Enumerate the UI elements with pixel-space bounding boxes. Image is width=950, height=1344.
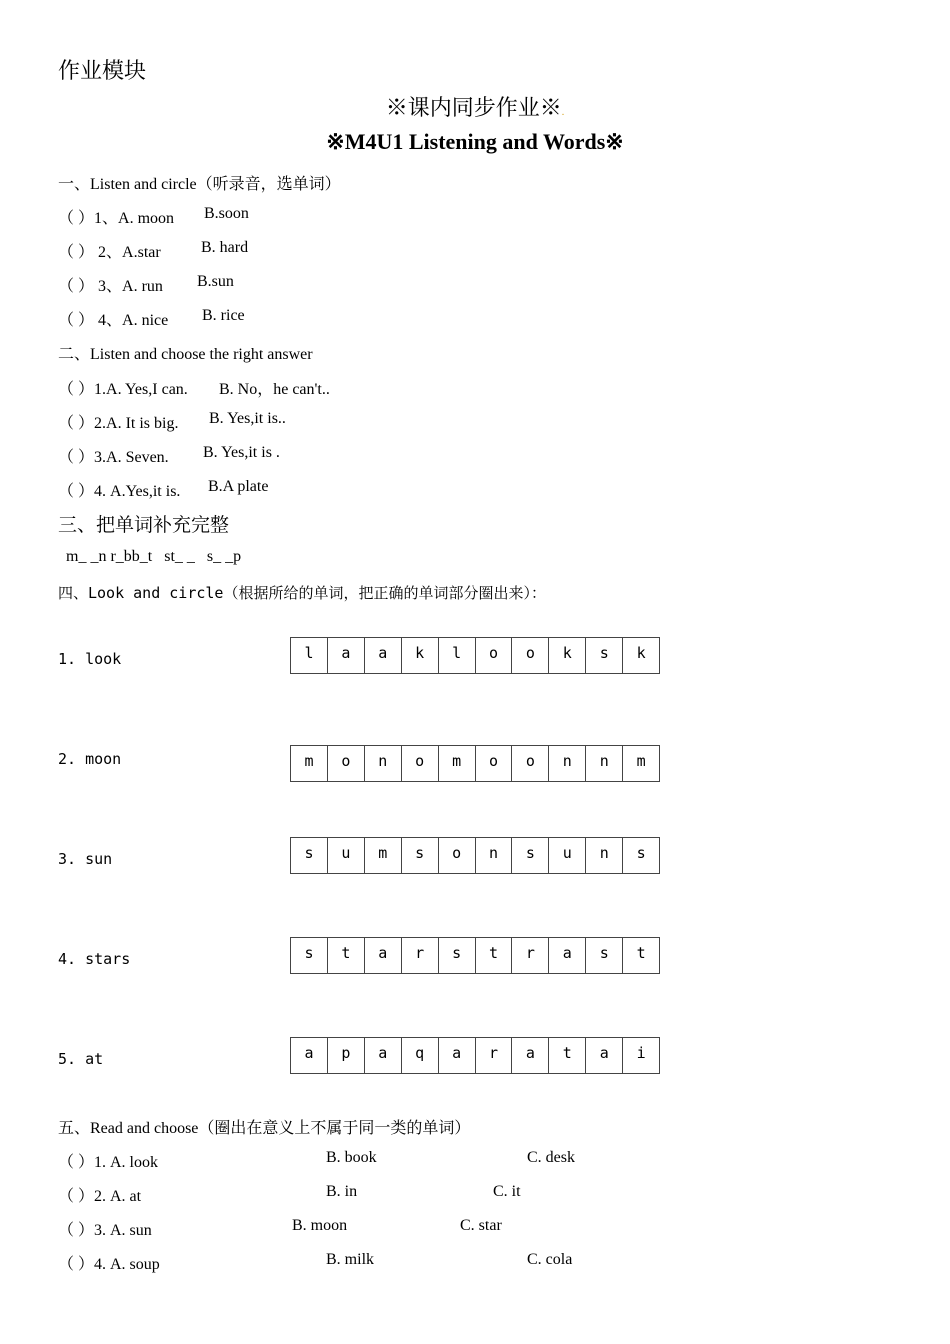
section5-q3-c: C. star <box>460 1217 502 1234</box>
letter-cell: n <box>586 746 623 781</box>
sync-heading-text: ※课内同步作业※ <box>385 95 562 120</box>
letter-grid-2 <box>290 745 660 782</box>
answer-paren: （ ） <box>58 415 95 432</box>
letter-cell: m <box>439 746 476 781</box>
letter-cell: s <box>586 938 623 973</box>
letter-cell: m <box>636 752 646 770</box>
letter-grid-3 <box>290 837 660 874</box>
answer-paren: （ ） <box>58 244 95 261</box>
letter-cell: a <box>512 1038 549 1073</box>
answer-paren: （ ） <box>58 210 95 227</box>
answer-paren: （ ） <box>58 381 95 398</box>
answer-paren: （ ） <box>58 449 95 466</box>
letter-cell: o <box>402 746 439 781</box>
section3-words <box>66 548 241 566</box>
letter-cell: s <box>439 938 476 973</box>
section5-q1-b: B. book <box>326 1149 377 1166</box>
section5-q1-c: C. desk <box>527 1149 575 1166</box>
section1-item-2 <box>58 239 249 262</box>
option-a: 4. A.Yes,it is. <box>94 483 181 500</box>
letter-cell: k <box>636 644 646 662</box>
option-b: B.sun <box>197 273 234 290</box>
section5-q2: （ ）2. A. at <box>58 1188 142 1205</box>
option-b: B. rice <box>202 307 245 324</box>
letter-cell: s <box>586 638 623 673</box>
letter-cell: a <box>439 1038 476 1073</box>
section5-q3-b: B. moon <box>292 1217 348 1234</box>
letter-cell: o <box>476 746 513 781</box>
option-a: A. moon <box>118 210 175 227</box>
word-label: 1. look <box>58 650 122 668</box>
letter-cell: s <box>291 838 328 873</box>
letter-cell: o <box>439 838 476 873</box>
section2-item-3 <box>58 444 280 467</box>
option-a: 3.A. Seven. <box>94 449 169 466</box>
letter-cell: l <box>291 638 328 673</box>
letter-cell: a <box>365 1038 402 1073</box>
answer-paren: （ ） <box>58 483 95 500</box>
blank-word: r_bb_t <box>110 548 153 565</box>
word-label: 2. moon <box>58 750 122 768</box>
section5-q4-c: C. cola <box>527 1251 573 1268</box>
option-a: A. nice <box>122 312 169 329</box>
letter-cell: l <box>439 638 476 673</box>
letter-cell: s <box>636 844 646 862</box>
letter-cell: a <box>549 938 586 973</box>
section5-q1: （ ）1. A. look <box>58 1154 159 1171</box>
letter-cell: n <box>365 746 402 781</box>
section5-q4: （ ）4. A. soup <box>58 1256 160 1273</box>
letter-cell: t <box>476 938 513 973</box>
letter-cell: a <box>365 938 402 973</box>
letter-cell: m <box>365 838 402 873</box>
letter-cell: s <box>402 838 439 873</box>
sync-heading <box>0 91 950 122</box>
letter-cell: o <box>512 746 549 781</box>
section1-item-1 <box>58 205 249 228</box>
letter-cell: n <box>549 746 586 781</box>
letter-cell: s <box>512 838 549 873</box>
letter-cell: t <box>636 944 646 962</box>
letter-cell: r <box>402 938 439 973</box>
word-label: 5. at <box>58 1050 104 1068</box>
module-heading: 作业模块 <box>58 58 147 83</box>
option-a: 2.A. It is big. <box>94 415 179 432</box>
option-a: A.star <box>122 244 161 261</box>
answer-paren: （ ） <box>58 312 95 329</box>
letter-cell: k <box>402 638 439 673</box>
answer-paren: （ ） <box>58 278 95 295</box>
letter-cell: a <box>365 638 402 673</box>
letter-cell: n <box>476 838 513 873</box>
option-b: B.soon <box>204 205 249 222</box>
letter-cell: a <box>291 1038 328 1073</box>
letter-cell: s <box>291 938 328 973</box>
option-a: 1.A. Yes,I can. <box>94 381 188 398</box>
word-label: 4. stars <box>58 950 131 968</box>
option-b: B. Yes,it is . <box>203 444 280 461</box>
option-b: B. No，he can't.. <box>219 381 330 398</box>
letter-cell: m <box>291 746 328 781</box>
section5-q4-b: B. milk <box>326 1251 375 1268</box>
option-b: B.A plate <box>208 478 269 495</box>
section5-q3: （ ）3. A. sun <box>58 1222 152 1239</box>
item-number: 3、 <box>98 278 123 295</box>
letter-cell: a <box>586 1038 623 1073</box>
letter-cell: p <box>328 1038 365 1073</box>
letter-cell: r <box>476 1038 513 1073</box>
decoration-dot: . <box>561 107 565 118</box>
letter-cell: a <box>328 638 365 673</box>
item-number: 1、 <box>94 210 119 227</box>
option-a: A. run <box>122 278 163 295</box>
letter-cell: q <box>402 1038 439 1073</box>
item-number: 2、 <box>98 244 123 261</box>
section1-title: 一、Listen and circle（听录音，选单词） <box>58 176 341 193</box>
letter-grid-4 <box>290 937 660 974</box>
option-b: B. hard <box>201 239 249 256</box>
section1-item-4 <box>58 307 245 330</box>
letter-grid-1 <box>290 637 660 674</box>
letter-cell: i <box>636 1044 646 1062</box>
blank-word: m_ _n <box>66 548 107 565</box>
section4-title: 四、Look and circle（根据所给的单词，把正确的单词部分圈出来）： <box>58 584 546 602</box>
letter-cell: r <box>512 938 549 973</box>
item-number: 4、 <box>98 312 123 329</box>
letter-grid-5 <box>290 1037 660 1074</box>
blank-word: s_ _p <box>206 548 242 565</box>
section2-item-1 <box>58 376 330 399</box>
blank-word: st_ _ <box>164 548 195 565</box>
letter-cell: n <box>586 838 623 873</box>
letter-cell: k <box>549 638 586 673</box>
section2-item-4 <box>58 478 269 501</box>
word-label: 3. sun <box>58 850 113 868</box>
letter-cell: o <box>328 746 365 781</box>
letter-cell: o <box>512 638 549 673</box>
section2-item-2 <box>58 410 286 433</box>
letter-cell: u <box>549 838 586 873</box>
section3-title: 三、把单词补充完整 <box>58 515 230 536</box>
section1-item-3 <box>58 273 234 296</box>
section5-q2-c: C. it <box>493 1183 521 1200</box>
page-title: ※M4U1 Listening and Words※ <box>326 129 624 154</box>
letter-cell: u <box>328 838 365 873</box>
section2-title: 二、Listen and choose the right answer <box>58 346 313 363</box>
section5-q2-b: B. in <box>326 1183 358 1200</box>
letter-cell: t <box>549 1038 586 1073</box>
section5-title: 五、Read and choose（圈出在意义上不属于同一类的单词） <box>58 1120 471 1137</box>
letter-cell: o <box>476 638 513 673</box>
letter-cell: t <box>328 938 365 973</box>
option-b: B. Yes,it is.. <box>209 410 286 427</box>
